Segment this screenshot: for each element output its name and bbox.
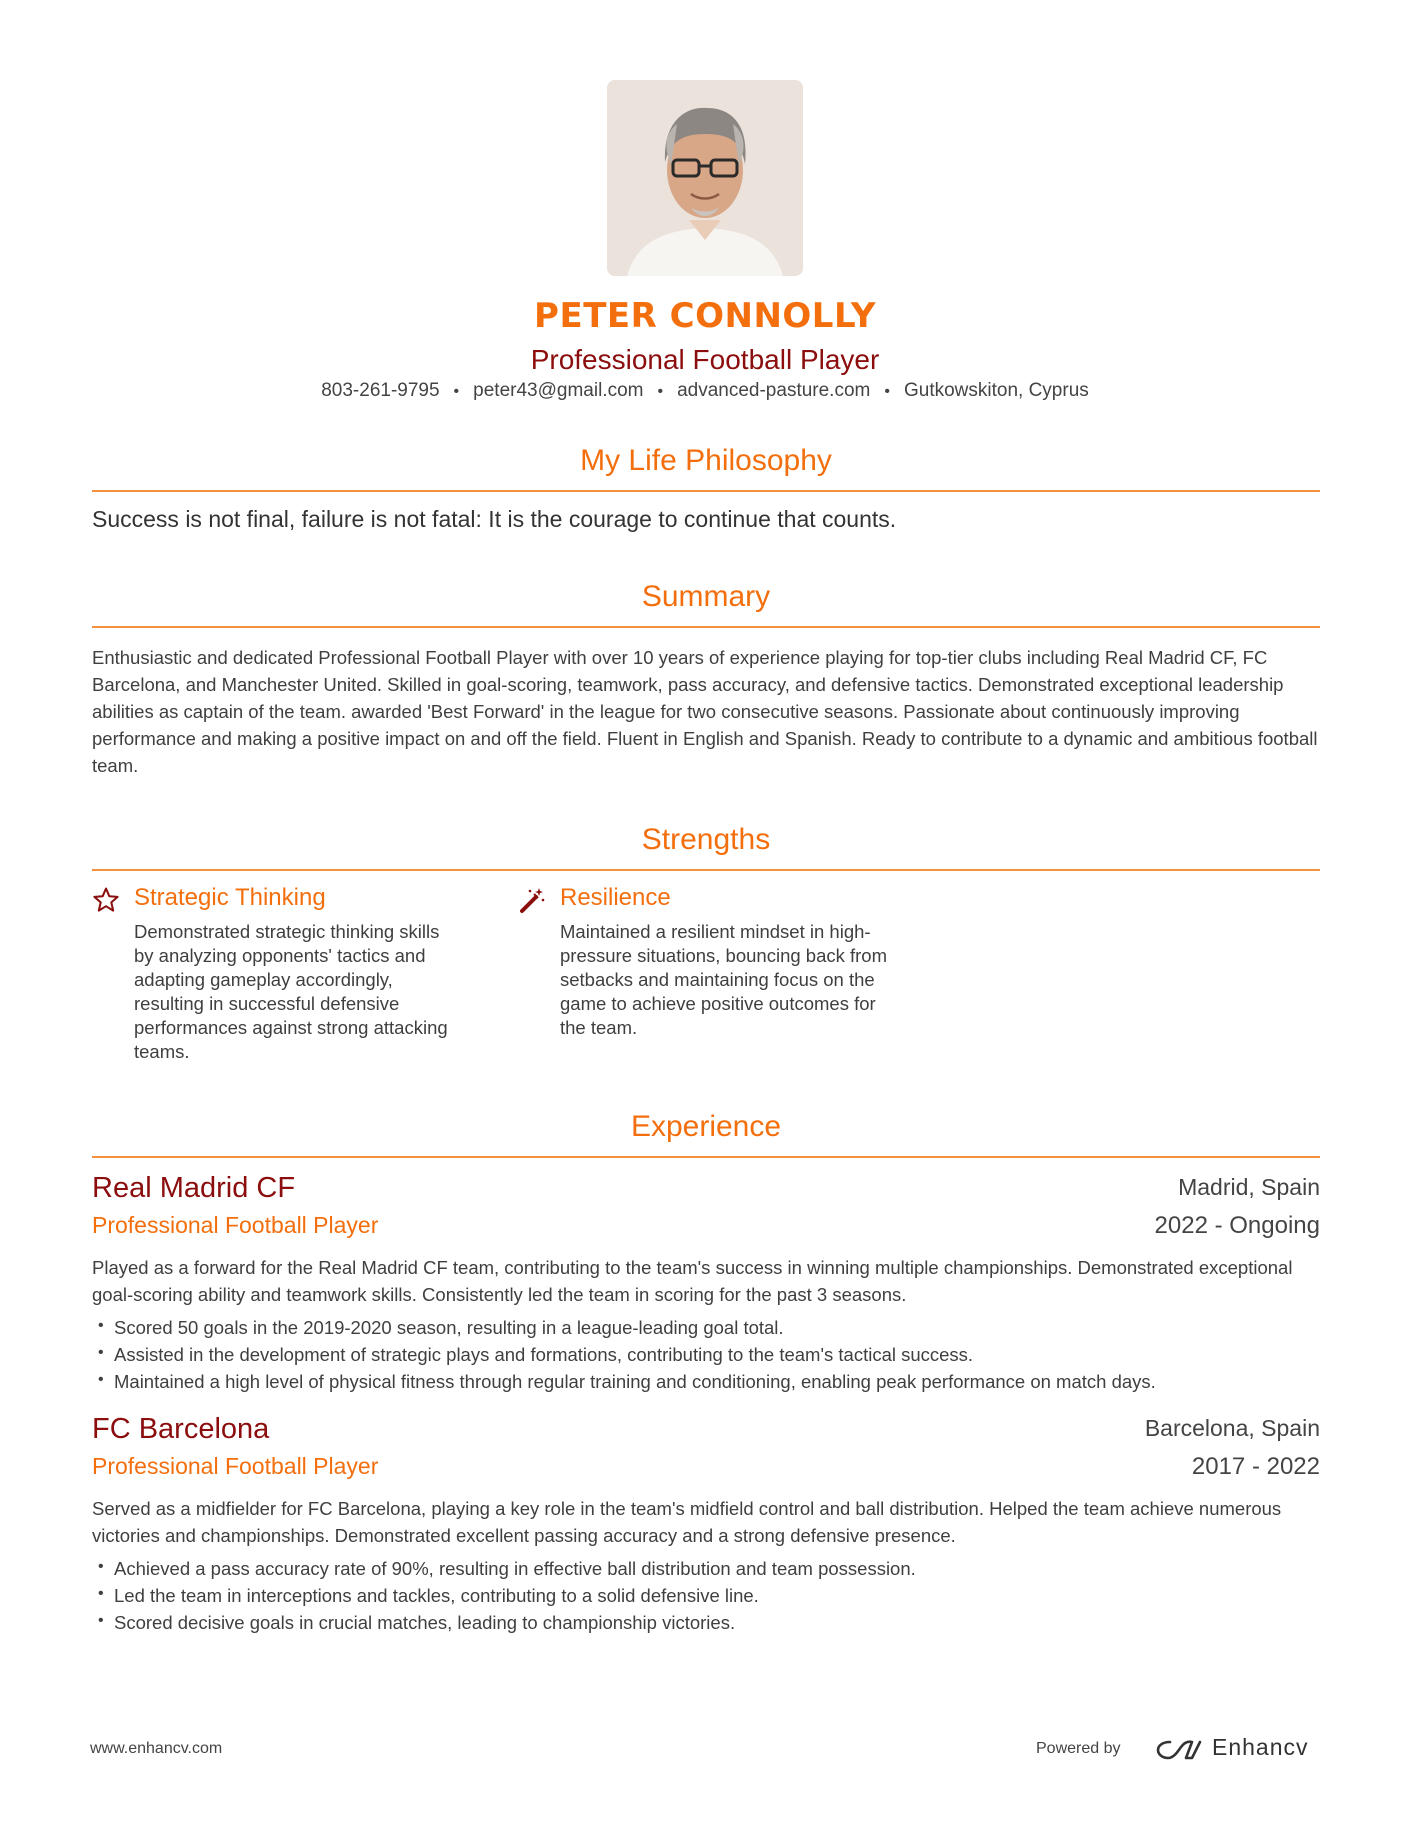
job-achievements [92,1555,1320,1636]
company-name: Real Madrid CF [92,1172,296,1204]
strength-description: Maintained a resilient mindset in high-pressure situations, bouncing back from setbacks and maintaining focus on the game to achieve positive outcomes for the team. [560,921,888,1038]
job-title: Professional Football Player [92,1453,379,1479]
section-divider [92,869,1320,871]
section-divider [92,626,1320,628]
job-dates: 2022 - Ongoing [1154,1212,1320,1239]
list-item: • Assisted in the development of strategic plays and formations, contributing to the team's tactical success. [92,1341,1320,1368]
enhancv-logo-icon [1154,1737,1204,1763]
powered-by-badge[interactable] [1036,1734,1326,1764]
summary-text: Enthusiastic and dedicated Professional Football Player with over 10 years of experience playing for top-tier clubs including Real Madrid CF, FC Barcelona, and Manchester United. Skilled in goal-scoring, teamwork, pass accuracy, and defensive tactics. Demonstrated exceptional leadership abilities as captain of the team. awarded 'Best Forward' in the league for two consecutive seasons. Passionate about continuously improving performance and making a positive impact on and off the field. Fluent in English and Spanish. Ready to contribute to a dynamic and ambitious football team. [92,647,1318,776]
job-description: Played as a forward for the Real Madrid CF team, contributing to the team's success in winning multiple championships. Demonstrated exceptional goal-scoring ability and teamwork skills. Consistently led the team in scoring for the past 3 seasons. [92,1257,1293,1305]
magic-wand-icon [518,886,546,914]
job-location: Madrid, Spain [1178,1174,1320,1200]
contact-line [0,380,1410,402]
brand-name: Enhancv [1212,1734,1309,1760]
strengths-heading: Strengths [641,823,771,856]
footer-website-link[interactable]: www.enhancv.com [90,1740,223,1757]
list-item: • Scored decisive goals in crucial matches, leading to championship victories. [92,1609,1320,1636]
email-text[interactable]: peter43@gmail.com [473,380,644,401]
section-divider [92,1156,1320,1158]
phone-text: 803-261-9795 [321,380,440,401]
summary-heading: Summary [641,580,771,613]
profile-photo [607,80,803,276]
company-name: FC Barcelona [92,1413,270,1445]
list-item: • Scored 50 goals in the 2019-2020 season, resulting in a league-leading goal total. [92,1314,1320,1341]
experience-heading: Experience [630,1110,782,1143]
list-item: • Led the team in interceptions and tackles, contributing to a solid defensive line. [92,1582,1320,1609]
strength-title: Strategic Thinking [134,884,326,911]
list-item: • Maintained a high level of physical fitness through regular training and conditioning, enabling peak performance on match days. [92,1368,1320,1395]
job-title: Professional Football Player [92,1212,379,1238]
job-entry [92,1172,1320,1392]
powered-by-label: Powered by [1036,1740,1121,1757]
philosophy-text: Success is not final, failure is not fatal: It is the courage to continue that counts. [92,506,897,532]
portrait-image [607,80,803,276]
section-divider [92,490,1320,492]
separator-dot: • [884,383,890,400]
job-entry [92,1413,1320,1633]
separator-dot: • [453,383,460,400]
list-item: • Achieved a pass accuracy rate of 90%, resulting in effective ball distribution and team possession. [92,1555,1320,1582]
candidate-role: Professional Football Player [530,344,880,375]
separator-dot: • [657,383,664,400]
location-text: Gutkowskiton, Cyprus [903,380,1089,401]
job-dates: 2017 - 2022 [1191,1453,1320,1480]
candidate-name: PETER CONNOLLY [534,296,876,336]
star-icon [92,886,120,914]
job-description: Served as a midfielder for FC Barcelona, playing a key role in the team's midfield control and ball distribution. Helped the team achieve numerous victories and championships. Demonstrated excellent passing accuracy and a strong defensive presence. [92,1498,1282,1546]
job-achievements [92,1314,1320,1395]
job-location: Barcelona, Spain [1144,1415,1320,1441]
strength-title: Resilience [560,884,671,911]
website-text[interactable]: advanced-pasture.com [677,380,871,401]
strength-description: Demonstrated strategic thinking skills by analyzing opponents' tactics and adapting gameplay accordingly, resulting in successful defensive performances against strong attacking teams. [134,921,448,1062]
philosophy-heading: My Life Philosophy [580,444,832,477]
